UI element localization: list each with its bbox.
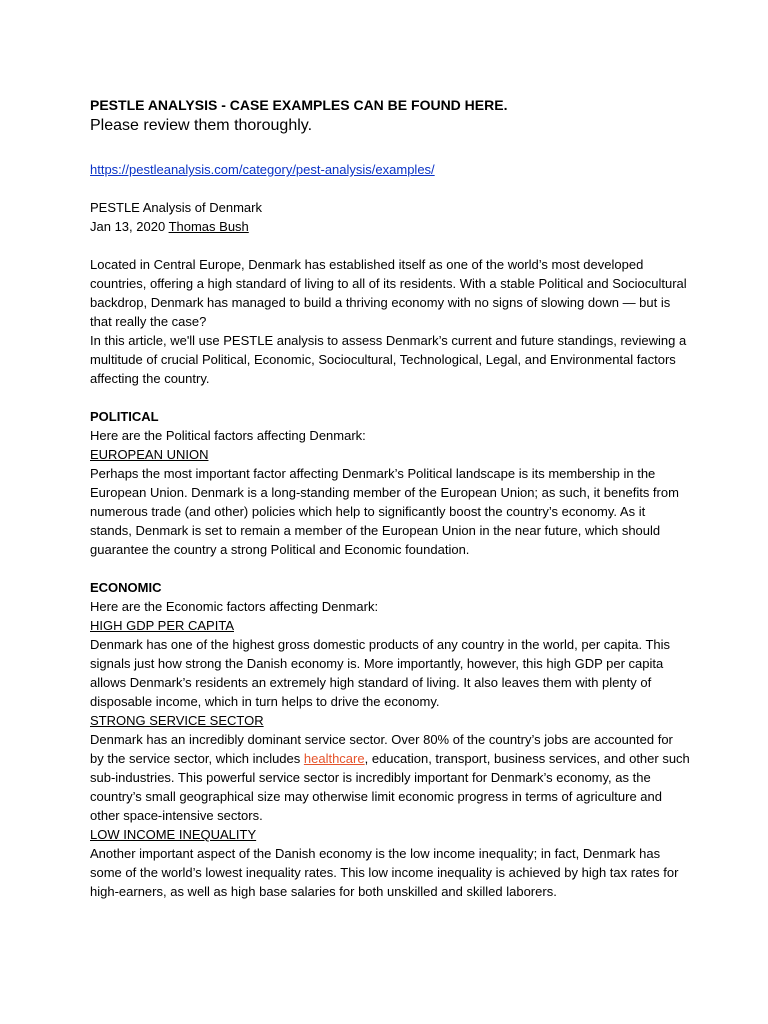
article-title: PESTLE Analysis of Denmark [90, 200, 262, 215]
gdp-paragraph: Denmark has one of the highest gross domestic products of any country in the world, per capita. This signals just how strong the Danish economy is. More importantly, however, this high GDP per capita allows Denmark’s residents an extremely high standard of living. It also leaves them with plenty of disposable income, which in turn helps to drive the economy. [90, 637, 671, 709]
document-title: PESTLE ANALYSIS - CASE EXAMPLES CAN BE FOUND HERE. [90, 97, 508, 113]
eu-subheading: EUROPEAN UNION [90, 447, 209, 462]
healthcare-link[interactable]: healthcare [303, 751, 365, 766]
political-lead: Here are the Political factors affecting Denmark: [90, 428, 366, 443]
article-author[interactable]: Thomas Bush [168, 219, 249, 234]
economic-lead: Here are the Economic factors affecting Denmark: [90, 599, 379, 614]
service-text-after: , education, transport, business services, and other such sub-industries. This powerful service sector is incredibly important for Denmark’s economy, as the country’s small geographical size may otherwise limit economic progress in terms of agriculture and other space-intensive sectors. [90, 751, 690, 823]
political-heading: POLITICAL [90, 409, 159, 424]
service-text-before: Denmark has an incredibly dominant service sector. Over 80% of the country’s jobs are accounted for by the service sector, which includes [90, 732, 673, 766]
inequality-paragraph: Another important aspect of the Danish economy is the low income inequality; in fact, Denmark has some of the world’s lowest inequality rates. This low income inequality is achieved by high tax rates for high-earners, as well as high base salaries for both unskilled and skilled laborers. [90, 846, 679, 899]
economic-heading: ECONOMIC [90, 580, 162, 595]
inequality-subheading: LOW INCOME INEQUALITY [90, 827, 257, 842]
gdp-subheading: HIGH GDP PER CAPITA [90, 618, 234, 633]
source-link[interactable]: https://pestleanalysis.com/category/pest-analysis/examples/ [90, 162, 435, 177]
article-byline [90, 217, 690, 236]
service-subheading: STRONG SERVICE SECTOR [90, 713, 264, 728]
intro-paragraph-1: Located in Central Europe, Denmark has established itself as one of the world’s most developed countries, offering a high standard of living to all of its residents. With a stable Political and Sociocultural backdrop, Denmark has managed to build a thriving economy with no signs of slowing down — but is that really the case? [90, 257, 687, 329]
intro-paragraph-2: In this article, we'll use PESTLE analysis to assess Denmark’s current and future standings, reviewing a multitude of crucial Political, Economic, Sociocultural, Technological, Legal, and Environmental factors affecting the country. [90, 333, 687, 386]
eu-paragraph: Perhaps the most important factor affecting Denmark’s Political landscape is its membership in the European Union. Denmark is a long-standing member of the European Union; as such, it benefits from numerous trade (and other) policies which help to significantly boost the country’s economy. As it stands, Denmark is set to remain a member of the European Union in the near future, which should guarantee the country a strong Political and Economic foundation. [90, 466, 679, 557]
document-subtitle: Please review them thoroughly. [90, 117, 313, 134]
document-page [90, 96, 690, 901]
article-date: Jan 13, 2020 [90, 219, 166, 234]
service-paragraph [90, 730, 690, 825]
